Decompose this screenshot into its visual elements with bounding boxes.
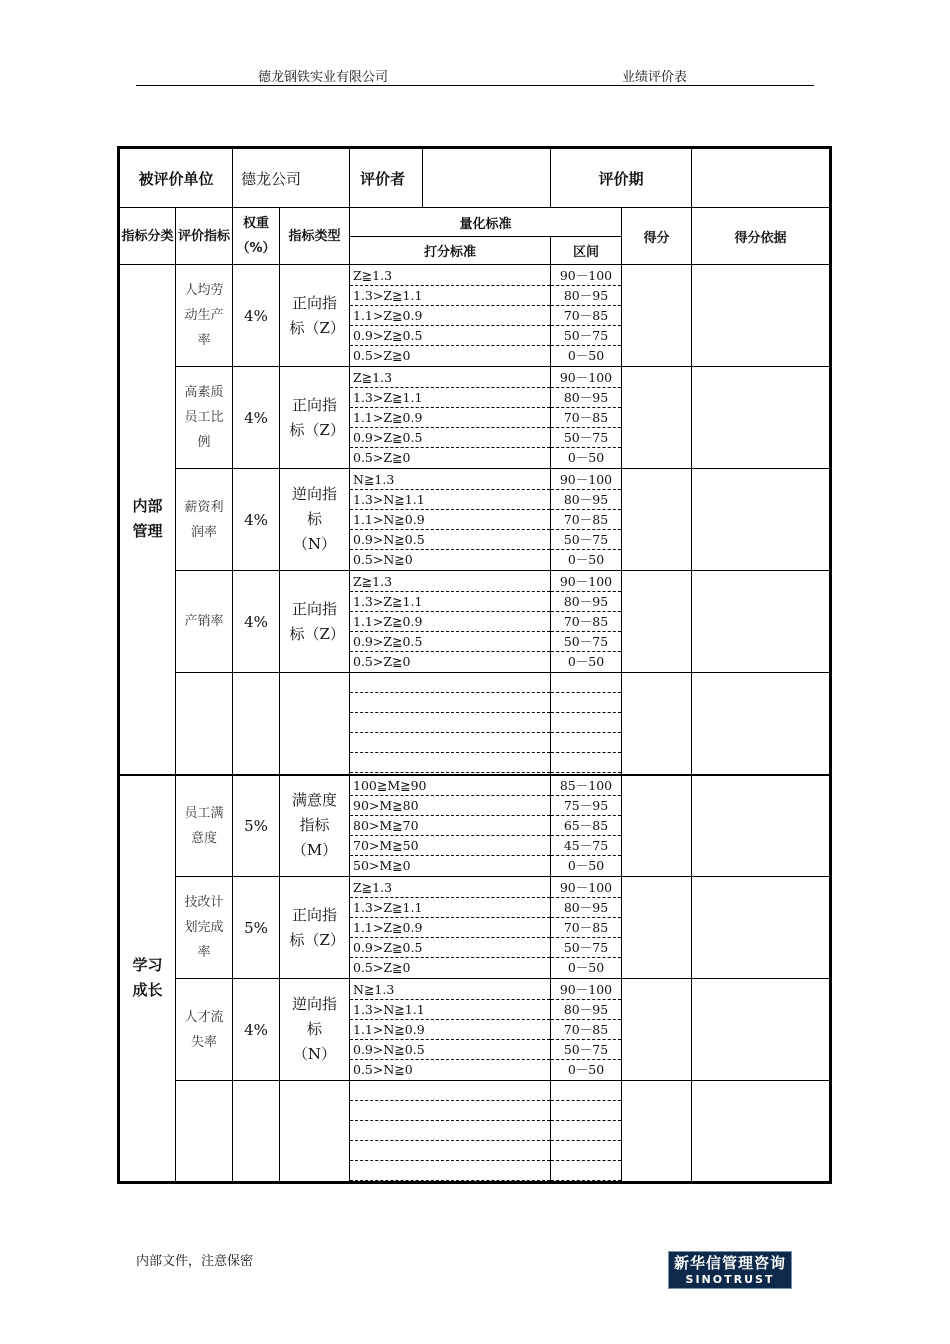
weight-cell: 4% bbox=[233, 571, 280, 673]
basis-cell bbox=[692, 673, 831, 775]
scoring-line: 0.9>N≧0.5 bbox=[350, 530, 550, 550]
indicator-type: 正向指标（Z） bbox=[289, 395, 345, 439]
scoring-criteria-cell bbox=[350, 367, 551, 469]
interval-cell bbox=[551, 979, 622, 1081]
category-label: 学习成长 bbox=[132, 956, 163, 1000]
interval-line: 50－75 bbox=[551, 632, 621, 652]
scoring-line: 1.1>Z≧0.9 bbox=[350, 408, 550, 428]
interval-line bbox=[551, 693, 621, 713]
interval-line bbox=[551, 713, 621, 733]
scoring-criteria-cell bbox=[350, 979, 551, 1081]
evaluator-label: 评价者 bbox=[360, 169, 406, 188]
interval-line: 90－100 bbox=[551, 878, 621, 898]
scoring-line bbox=[350, 733, 550, 753]
scoring-line bbox=[350, 1121, 550, 1141]
interval-line: 50－75 bbox=[551, 938, 621, 958]
score-cell bbox=[622, 775, 692, 877]
indicator-cell bbox=[176, 1081, 233, 1183]
interval-line: 70－85 bbox=[551, 1020, 621, 1040]
indicator-type: 正向指标（Z） bbox=[289, 293, 345, 337]
weight-cell bbox=[233, 1081, 280, 1183]
scoring-line: 0.9>Z≧0.5 bbox=[350, 428, 550, 448]
type-cell bbox=[280, 367, 350, 469]
scoring-line: 100≧M≧90 bbox=[350, 776, 550, 796]
scoring-line bbox=[350, 1081, 550, 1101]
scoring-line: 0.9>Z≧0.5 bbox=[350, 632, 550, 652]
basis-cell bbox=[692, 1081, 831, 1183]
scoring-line: 1.1>N≧0.9 bbox=[350, 1020, 550, 1040]
indicator-type: 满意度指标（M） bbox=[291, 791, 338, 860]
scoring-line: 0.9>Z≧0.5 bbox=[350, 938, 550, 958]
col-type-label: 指标类型 bbox=[288, 228, 341, 244]
interval-line: 70－85 bbox=[551, 408, 621, 428]
indicator-name: 高素质员工比例 bbox=[184, 385, 224, 450]
scoring-criteria-cell bbox=[350, 877, 551, 979]
scoring-line: 0.5>Z≧0 bbox=[353, 347, 411, 363]
scoring-line: 1.1>Z≧0.9 bbox=[350, 306, 550, 326]
scoring-line: 1.3>N≧1.1 bbox=[350, 1000, 550, 1020]
scoring-line: 0.9>Z≧0.5 bbox=[350, 326, 550, 346]
interval-line: 90－100 bbox=[551, 266, 621, 286]
score-cell bbox=[622, 1081, 692, 1183]
type-cell bbox=[280, 571, 350, 673]
scoring-line bbox=[350, 673, 550, 693]
interval-line: 65－85 bbox=[551, 816, 621, 836]
scoring-criteria-cell bbox=[350, 673, 551, 775]
indicator-type: 正向指标（Z） bbox=[289, 905, 345, 949]
interval-line: 90－100 bbox=[551, 980, 621, 1000]
table-row bbox=[119, 979, 831, 1081]
col-weight-label: 权重（%） bbox=[236, 216, 276, 256]
scoring-line: 50>M≧0 bbox=[353, 857, 411, 873]
scoring-line: Z≧1.3 bbox=[350, 572, 550, 592]
score-cell bbox=[622, 877, 692, 979]
scoring-line: 0.5>N≧0 bbox=[353, 1061, 413, 1077]
scoring-line bbox=[350, 1161, 550, 1181]
scoring-criteria-cell bbox=[350, 265, 551, 367]
interval-cell bbox=[551, 571, 622, 673]
unit-value: 德龙公司 bbox=[233, 148, 350, 208]
interval-line: 0－50 bbox=[567, 857, 605, 873]
scoring-line: 0.5>Z≧0 bbox=[353, 653, 411, 669]
type-cell bbox=[280, 979, 350, 1081]
col-quant: 量化标准 bbox=[350, 208, 622, 237]
table-row bbox=[119, 1081, 831, 1183]
scoring-line bbox=[350, 693, 550, 713]
indicator-name: 产销率 bbox=[184, 614, 224, 629]
interval-line: 80－95 bbox=[551, 490, 621, 510]
col-type bbox=[280, 208, 350, 265]
indicator-cell bbox=[176, 673, 233, 775]
scoring-line: 1.3>Z≧1.1 bbox=[350, 898, 550, 918]
type-cell bbox=[280, 265, 350, 367]
interval-line: 80－95 bbox=[551, 286, 621, 306]
type-cell bbox=[280, 469, 350, 571]
scoring-line bbox=[350, 1101, 550, 1121]
interval-cell bbox=[551, 877, 622, 979]
interval-line: 85－100 bbox=[551, 776, 621, 796]
indicator-name: 员工满意度 bbox=[184, 805, 224, 846]
interval-line: 80－95 bbox=[551, 1000, 621, 1020]
interval-line bbox=[551, 733, 621, 753]
interval-line bbox=[551, 1121, 621, 1141]
indicator-name: 人才流失率 bbox=[184, 1009, 224, 1050]
scoring-line: 0.5>Z≧0 bbox=[353, 449, 411, 465]
table-row bbox=[119, 877, 831, 979]
scoring-line: Z≧1.3 bbox=[350, 368, 550, 388]
table-row bbox=[119, 265, 831, 367]
sinotrust-logo bbox=[668, 1251, 792, 1289]
table-row bbox=[119, 673, 831, 775]
scoring-criteria-cell bbox=[350, 1081, 551, 1183]
weight-cell: 5% bbox=[233, 877, 280, 979]
scoring-line: 1.1>Z≧0.9 bbox=[350, 918, 550, 938]
basis-cell bbox=[692, 469, 831, 571]
indicator-cell bbox=[176, 367, 233, 469]
interval-cell bbox=[551, 367, 622, 469]
indicator-type: 逆向指标（N） bbox=[291, 995, 337, 1063]
interval-cell bbox=[551, 469, 622, 571]
interval-line: 0－50 bbox=[567, 959, 605, 975]
type-cell bbox=[280, 673, 350, 775]
company-name: 德龙钢铁实业有限公司 bbox=[258, 70, 389, 85]
interval-line: 90－100 bbox=[551, 572, 621, 592]
indicator-name: 技改计划完成率 bbox=[184, 895, 224, 960]
scoring-line: Z≧1.3 bbox=[350, 878, 550, 898]
interval-line: 50－75 bbox=[551, 428, 621, 448]
col-interval: 区间 bbox=[551, 237, 622, 265]
basis-cell bbox=[692, 877, 831, 979]
interval-cell bbox=[551, 775, 622, 877]
interval-line: 70－85 bbox=[551, 612, 621, 632]
table-row bbox=[119, 571, 831, 673]
weight-cell: 4% bbox=[233, 265, 280, 367]
indicator-cell bbox=[176, 877, 233, 979]
scoring-line: 90>M≧80 bbox=[350, 796, 550, 816]
document-title: 业绩评价表 bbox=[622, 70, 688, 85]
interval-line: 50－75 bbox=[551, 326, 621, 346]
col-basis: 得分依据 bbox=[692, 208, 831, 265]
scoring-criteria-cell bbox=[350, 469, 551, 571]
interval-line bbox=[551, 1101, 621, 1121]
interval-cell bbox=[551, 673, 622, 775]
evaluator-cell bbox=[350, 148, 551, 208]
weight-cell bbox=[233, 673, 280, 775]
score-cell bbox=[622, 571, 692, 673]
interval-line: 50－75 bbox=[551, 530, 621, 550]
scoring-line: 1.1>N≧0.9 bbox=[350, 510, 550, 530]
interval-line: 80－95 bbox=[551, 592, 621, 612]
unit-label: 被评价单位 bbox=[119, 148, 233, 208]
scoring-line bbox=[350, 713, 550, 733]
interval-line: 0－50 bbox=[567, 653, 605, 669]
interval-line: 70－85 bbox=[551, 306, 621, 326]
table-row bbox=[119, 367, 831, 469]
scoring-line: 1.3>N≧1.1 bbox=[350, 490, 550, 510]
interval-line: 0－50 bbox=[567, 1061, 605, 1077]
logo-english-text: SINOTRUST bbox=[685, 1273, 775, 1286]
indicator-cell bbox=[176, 469, 233, 571]
basis-cell bbox=[692, 571, 831, 673]
confidential-note: 内部文件，注意保密 bbox=[136, 1254, 254, 1269]
interval-line: 50－75 bbox=[551, 1040, 621, 1060]
score-cell bbox=[622, 367, 692, 469]
basis-cell bbox=[692, 775, 831, 877]
score-cell bbox=[622, 673, 692, 775]
interval-line bbox=[551, 1161, 621, 1181]
col-indicator-label: 评价指标 bbox=[177, 228, 230, 244]
interval-line: 70－85 bbox=[551, 918, 621, 938]
indicator-cell bbox=[176, 979, 233, 1081]
evaluation-table bbox=[117, 146, 832, 1184]
category-cell bbox=[119, 265, 176, 775]
scoring-line: 80>M≧70 bbox=[350, 816, 550, 836]
category-label: 内部管理 bbox=[132, 497, 163, 541]
interval-line: 0－50 bbox=[567, 551, 605, 567]
period-value bbox=[692, 148, 831, 208]
page-header bbox=[136, 64, 814, 86]
scoring-line: Z≧1.3 bbox=[350, 266, 550, 286]
indicator-type: 正向指标（Z） bbox=[289, 599, 345, 643]
scoring-line: 1.3>Z≧1.1 bbox=[350, 388, 550, 408]
score-cell bbox=[622, 979, 692, 1081]
basis-cell bbox=[692, 367, 831, 469]
interval-line bbox=[551, 1081, 621, 1101]
interval-line bbox=[551, 673, 621, 693]
interval-line: 0－50 bbox=[567, 347, 605, 363]
type-cell bbox=[280, 877, 350, 979]
weight-cell: 4% bbox=[233, 469, 280, 571]
weight-cell: 4% bbox=[233, 367, 280, 469]
basis-cell bbox=[692, 979, 831, 1081]
score-cell bbox=[622, 469, 692, 571]
scoring-line: N≧1.3 bbox=[350, 470, 550, 490]
basis-cell bbox=[692, 265, 831, 367]
col-category-label: 指标分类 bbox=[121, 228, 174, 244]
indicator-type: 逆向指标（N） bbox=[291, 485, 337, 553]
col-scoring: 打分标准 bbox=[350, 237, 551, 265]
interval-line bbox=[551, 753, 621, 773]
interval-line: 90－100 bbox=[551, 368, 621, 388]
category-cell bbox=[119, 775, 176, 1183]
interval-line: 0－50 bbox=[567, 449, 605, 465]
type-cell bbox=[280, 775, 350, 877]
scoring-criteria-cell bbox=[350, 571, 551, 673]
scoring-line: 1.3>Z≧1.1 bbox=[350, 286, 550, 306]
scoring-line: 0.5>Z≧0 bbox=[353, 959, 411, 975]
interval-cell bbox=[551, 265, 622, 367]
interval-line: 80－95 bbox=[551, 898, 621, 918]
interval-line bbox=[551, 1141, 621, 1161]
scoring-line: 0.9>N≧0.5 bbox=[350, 1040, 550, 1060]
weight-cell: 4% bbox=[233, 979, 280, 1081]
scoring-criteria-cell bbox=[350, 775, 551, 877]
column-header-row-1 bbox=[119, 208, 831, 237]
scoring-line bbox=[350, 753, 550, 773]
period-label: 评价期 bbox=[551, 148, 692, 208]
score-cell bbox=[622, 265, 692, 367]
weight-cell: 5% bbox=[233, 775, 280, 877]
indicator-name: 人均劳动生产率 bbox=[184, 283, 224, 348]
scoring-line: 1.1>Z≧0.9 bbox=[350, 612, 550, 632]
evaluator-divider bbox=[422, 149, 423, 207]
table-row bbox=[119, 469, 831, 571]
indicator-name: 薪资利润率 bbox=[184, 499, 224, 540]
interval-line: 80－95 bbox=[551, 388, 621, 408]
type-cell bbox=[280, 1081, 350, 1183]
col-indicator bbox=[176, 208, 233, 265]
indicator-cell bbox=[176, 265, 233, 367]
scoring-line bbox=[350, 1141, 550, 1161]
interval-line: 90－100 bbox=[551, 470, 621, 490]
indicator-cell bbox=[176, 775, 233, 877]
scoring-line: N≧1.3 bbox=[350, 980, 550, 1000]
table-row bbox=[119, 775, 831, 877]
header-info-row bbox=[119, 148, 831, 208]
col-weight bbox=[233, 208, 280, 265]
scoring-line: 0.5>N≧0 bbox=[353, 551, 413, 567]
interval-line: 75－95 bbox=[551, 796, 621, 816]
logo-chinese-text: 新华信管理咨询 bbox=[673, 1254, 786, 1272]
interval-line: 45－75 bbox=[551, 836, 621, 856]
interval-cell bbox=[551, 1081, 622, 1183]
col-score: 得分 bbox=[622, 208, 692, 265]
scoring-line: 1.3>Z≧1.1 bbox=[350, 592, 550, 612]
interval-line: 70－85 bbox=[551, 510, 621, 530]
indicator-cell bbox=[176, 571, 233, 673]
scoring-line: 70>M≧50 bbox=[350, 836, 550, 856]
col-category bbox=[119, 208, 176, 265]
